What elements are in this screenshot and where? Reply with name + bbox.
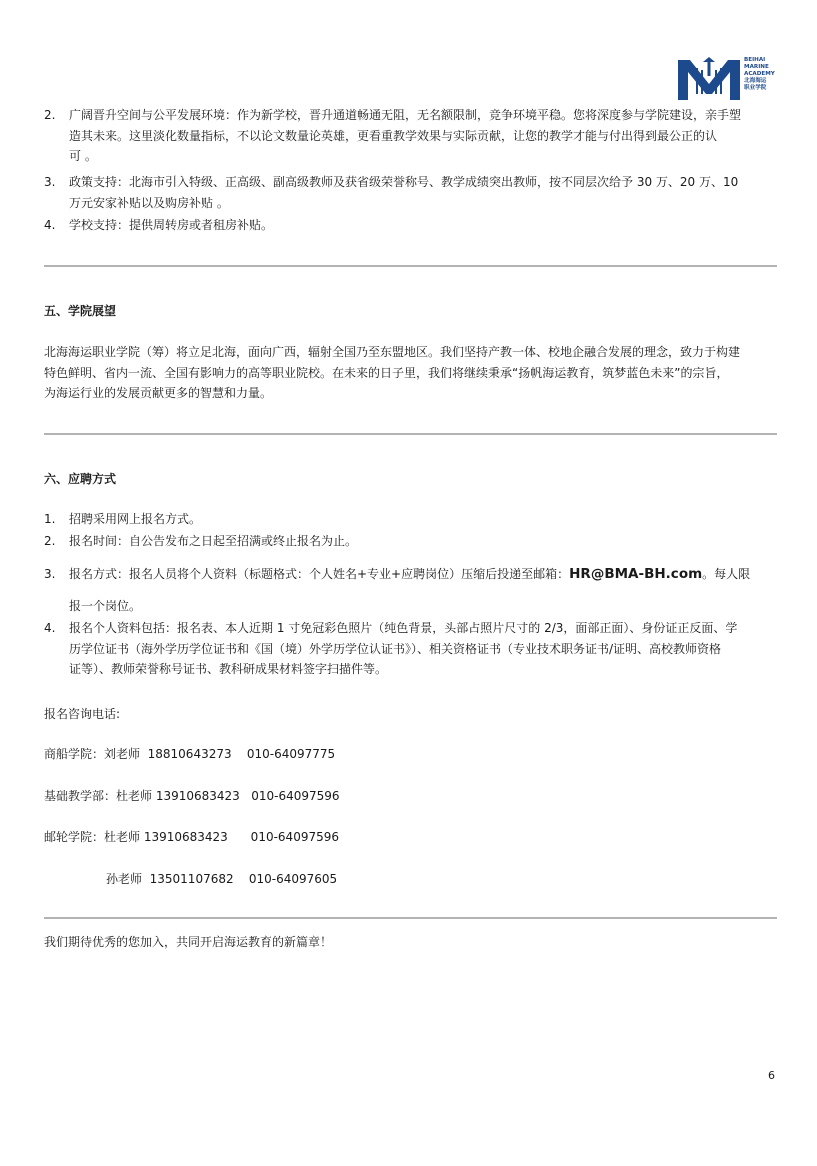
paragraph-line: 北海海运职业学院（筹）将立足北海，面向广西，辐射全国乃至东盟地区。我们坚持产教一体、校地企融合发展的理念，致力于构建 (44, 345, 741, 359)
contact-row: 商船学院：刘老师 18810643273 010-64097775 (44, 747, 336, 761)
list-item: 报名时间：自公告发布之日起至招满或终止报名为止。 (69, 534, 358, 548)
list-item-line: 可 。 (69, 149, 97, 163)
list-item-line: 万元安家补贴以及购房补贴 。 (69, 195, 229, 210)
list-number: 3. (44, 175, 56, 189)
logo-text (744, 57, 775, 92)
section-heading: 六、应聘方式 (44, 472, 117, 486)
list-item-text: 。每人限 (702, 567, 751, 581)
list-item-line (69, 564, 781, 585)
list-item-line: 学校支持：提供周转房或者租房补贴。 (69, 218, 274, 232)
list-item-line: 历学位证书（海外学历学位证书和《国（境）外学历学位认证书》）、相关资格证书（专业技术职务证书/证明、高校教师资格 (69, 641, 722, 656)
list-item-line: 广阔晋升空间与公平发展环境：作为新学校，晋升通道畅通无阻，无名额限制，竞争环境平稳。您将深度参与学院建设，亲手塑 (69, 108, 742, 122)
closing-text: 我们期待优秀的您加入，共同开启海运教育的新篇章！ (44, 935, 333, 949)
academy-logo-icon (676, 56, 742, 102)
list-number: 2. (44, 534, 56, 548)
contact-row: 邮轮学院：杜老师 13910683423 010-64097596 (44, 830, 339, 844)
section-divider (44, 433, 777, 435)
section-paragraph (44, 342, 781, 404)
section-divider (44, 917, 777, 919)
paragraph-line: 特色鲜明、省内一流、全国有影响力的高等职业院校。在未来的日子里，我们将继续秉承“扬帆海运教育，筑梦蓝色未来”的宗旨， (44, 365, 729, 380)
logo-line: BEIHAI (744, 57, 766, 63)
paragraph-line: 为海运行业的发展贡献更多的智慧和力量。 (44, 386, 273, 400)
logo-line: ACADEMY (744, 71, 775, 77)
logo-line: 北海海运 (744, 78, 767, 84)
list-item (69, 172, 781, 213)
contact-row: 基础教学部：杜老师 13910683423 010-64097596 (44, 789, 340, 803)
list-item-text: 报名方式：报名人员将个人资料（标题格式：个人姓名+专业+应聘岗位）压缩后投递至邮箱： (69, 567, 570, 581)
list-item-line: 造其未来。这里淡化数量指标，不以论文数量论英雄，更看重教学效果与实际贡献，让您的教学才能与付出得到最公正的认 (69, 128, 718, 143)
list-item (69, 618, 781, 680)
academy-logo (676, 56, 776, 102)
list-item: 招聘采用网上报名方式。 (69, 512, 202, 526)
list-number: 2. (44, 108, 56, 122)
page-number: 6 (768, 1069, 775, 1082)
list-item-line: 政策支持：北海市引入特级、正高级、副高级教师及获省级荣誉称号、教学成绩突出教师，按不同层次给予 30 万、20 万、10 (69, 175, 739, 189)
email-address[interactable]: HR@BMA-BH.com (569, 566, 703, 582)
section-heading: 五、学院展望 (44, 304, 117, 318)
list-item (69, 564, 781, 585)
section-divider (44, 265, 777, 267)
list-item-line: 报一个岗位。 (69, 599, 142, 613)
logo-line: 职业学院 (744, 85, 767, 91)
list-number: 4. (44, 621, 56, 635)
list-item (69, 105, 781, 167)
list-number: 1. (44, 512, 56, 526)
contact-title: 报名咨询电话: (44, 707, 121, 721)
contact-row: 孙老师 13501107682 010-64097605 (106, 872, 338, 886)
list-number: 4. (44, 218, 56, 232)
logo-line: MARINE (744, 64, 769, 70)
list-item-line: 证等）、教师荣誉称号证书、教科研成果材料签字扫描件等。 (69, 662, 388, 676)
list-item-line: 报名个人资料包括：报名表、本人近期 1 寸免冠彩色照片（纯色背景，头部占照片尺寸的 2/3，面部正面）、身份证正反面、学 (69, 621, 738, 635)
list-item (69, 215, 781, 236)
list-number: 3. (44, 567, 56, 581)
